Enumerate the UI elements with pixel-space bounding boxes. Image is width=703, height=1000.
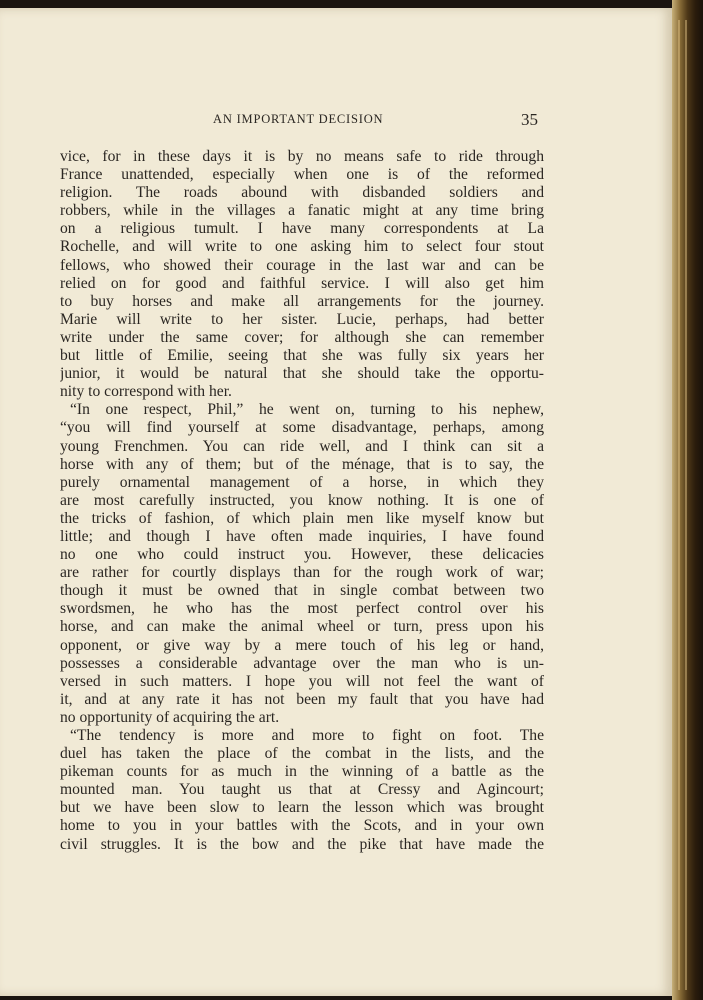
text-line: home to you in your battles with the Scots, and in your own (60, 817, 544, 835)
text-line: young Frenchmen. You can ride well, and I think can sit a (60, 437, 544, 455)
book-spine (672, 0, 703, 1000)
text-line: robbers, while in the villages a fanatic might at any time bring (60, 202, 544, 220)
text-line: the tricks of fashion, of which plain men like myself know but (60, 509, 544, 527)
text-line: Marie will write to her sister. Lucie, perhaps, had better (60, 310, 544, 328)
page-header (0, 110, 672, 130)
text-line: are rather for courtly displays than for the rough work of war; (60, 564, 544, 582)
text-line: fellows, who showed their courage in the last war and can be (60, 256, 544, 274)
text-line: opponent, or give way by a mere touch of his leg or hand, (60, 636, 544, 654)
page-number: 35 (521, 110, 538, 129)
text-line: horse with any of them; but of the ménage, that is to say, the (60, 455, 544, 473)
text-line: duel has taken the place of the combat in the lists, and the (60, 745, 544, 763)
text-line: swordsmen, he who has the most perfect control over his (60, 600, 544, 618)
text-line: France unattended, especially when one is of the reformed (60, 166, 544, 184)
text-line: purely ornamental management of a horse, in which they (60, 473, 544, 491)
text-line: no opportunity of acquiring the art. (60, 708, 280, 726)
text-line: Rochelle, and will write to one asking him to select four stout (60, 238, 544, 256)
text-line: little; and though I have often made inquiries, I have found (60, 527, 544, 545)
text-line: “The tendency is more and more to fight on foot. The (70, 727, 544, 744)
text-line: on a religious tumult. I have many correspondents at La (60, 220, 544, 238)
body-text (60, 148, 544, 854)
text-line: to buy horses and make all arrangements for the journey. (60, 292, 544, 310)
text-line: vice, for in these days it is by no means safe to ride through (60, 148, 544, 165)
text-line: but little of Emilie, seeing that she was fully six years her (60, 347, 544, 365)
text-line: “In one respect, Phil,” he went on, turning to his nephew, (70, 401, 544, 419)
text-line: versed in such matters. I hope you will not feel the want of (60, 672, 544, 690)
text-line: are most carefully instructed, you know nothing. It is one of (60, 491, 544, 509)
text-line: pikeman counts for as much in the winning of a battle as the (60, 763, 544, 781)
text-line: though it must be owned that in single combat between two (60, 582, 544, 600)
book-page (0, 8, 672, 996)
text-line: “you will find yourself at some disadvantage, perhaps, among (60, 419, 544, 437)
text-line: nity to correspond with her. (60, 383, 232, 401)
text-line: relied on for good and faithful service. I will also get him (60, 274, 544, 292)
text-line: it, and at any rate it has not been my fault that you have had (60, 690, 544, 708)
text-line: possesses a considerable advantage over the man who is un- (60, 654, 544, 672)
text-line: horse, and can make the animal wheel or turn, press upon his (60, 618, 544, 636)
text-line: no one who could instruct you. However, these delicacies (60, 546, 544, 564)
text-line: junior, it would be natural that she should take the opportu- (60, 365, 544, 383)
running-title: AN IMPORTANT DECISION (213, 112, 384, 126)
text-line: write under the same cover; for although she can remember (60, 328, 544, 346)
text-line: mounted man. You taught us that at Cressy and Agincourt; (60, 781, 544, 799)
text-line: civil struggles. It is the bow and the pike that have made the (60, 835, 544, 853)
text-line: religion. The roads abound with disbanded soldiers and (60, 184, 544, 202)
text-line: but we have been slow to learn the lesson which was brought (60, 799, 544, 817)
